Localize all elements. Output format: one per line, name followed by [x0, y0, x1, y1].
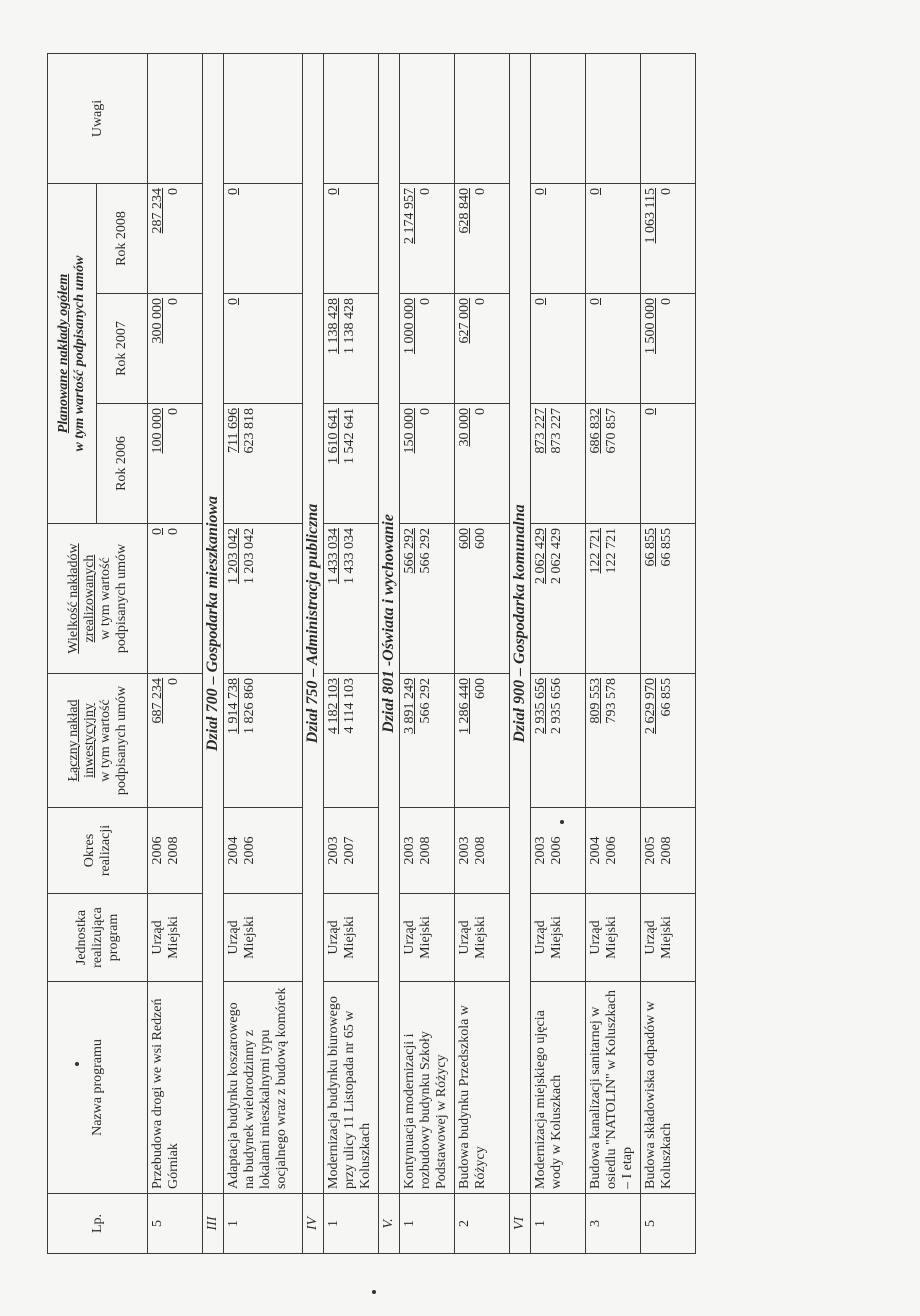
row-planned-2007: [455, 294, 510, 404]
row-total-cost-value: 2 935 656: [533, 678, 548, 734]
row-period: [224, 808, 303, 894]
row-total-cost: [224, 674, 303, 808]
row-realized-signed: 1 433 034: [342, 528, 357, 584]
row-realized: [531, 524, 586, 674]
row-planned-2007-value: 0: [588, 298, 603, 305]
row-planned-2008-value: 287 234: [150, 188, 165, 234]
row-total-cost: [641, 674, 696, 808]
row-period-end: 2007: [342, 836, 357, 865]
row-total-cost-signed: 66 855: [659, 678, 674, 717]
row-realized-value: 2 062 429: [533, 528, 548, 584]
row-period: [586, 808, 641, 894]
row-total-cost-value: 2 629 970: [643, 678, 658, 734]
row-realized: [455, 524, 510, 674]
row-program-name: Modernizacja miejskiego ujęcia wody w Koluszkach: [531, 982, 586, 1194]
row-period-start: 2003: [533, 836, 548, 865]
row-program-name: Budowa składowiska odpadów w Koluszkach: [641, 982, 696, 1194]
row-period-start: 2003: [402, 836, 417, 865]
row-planned-2008-value: 0: [588, 188, 603, 195]
row-planned-2006-value: 1 610 641: [326, 408, 341, 464]
row-period-end: 2008: [473, 836, 488, 865]
row-notes: [586, 54, 641, 184]
row-period: [324, 808, 379, 894]
row-planned-2007-signed: 0: [418, 298, 433, 305]
row-planned-2006-value: 0: [643, 408, 658, 415]
header-planned-main: Planowane nakłady ogółem: [56, 273, 71, 434]
row-planned-2007-value: 1 138 428: [326, 298, 341, 354]
header-realized: [48, 524, 148, 674]
row-planned-2006: [324, 404, 379, 524]
row-realized: [148, 524, 203, 674]
section-row: [203, 54, 224, 1254]
row-lp: 2: [455, 1194, 510, 1254]
row-planned-2008-signed: 0: [166, 188, 181, 195]
row-planned-2008: [224, 184, 303, 294]
section-title: Dział 801 -Oświata i wychowanie: [379, 54, 400, 1194]
investment-table: [47, 53, 696, 1254]
header-total-cost: [48, 674, 148, 808]
row-period-start: 2004: [588, 836, 603, 865]
row-planned-2006-signed: 0: [473, 408, 488, 415]
row-notes: [455, 54, 510, 184]
row-lp: 1: [224, 1194, 303, 1254]
table-row: [641, 54, 696, 1254]
row-notes: [148, 54, 203, 184]
row-planned-2006-value: 150 000: [402, 408, 417, 454]
header-lp: Lp.: [48, 1194, 148, 1254]
row-total-cost: [531, 674, 586, 808]
row-realized: [400, 524, 455, 674]
row-total-cost-signed: 600: [473, 678, 488, 699]
row-unit: Urząd Miejski: [531, 894, 586, 982]
row-realized-signed: 2 062 429: [549, 528, 564, 584]
row-planned-2006: [148, 404, 203, 524]
row-planned-2006-value: 711 696: [226, 408, 241, 453]
section-row: [510, 54, 531, 1254]
row-period-start: 2006: [150, 836, 165, 865]
row-period-end: 2006: [549, 836, 564, 865]
scan-speck: [75, 1062, 79, 1066]
row-program-name: Kontynuacja modernizacji i rozbudowy budynku Szkoły Podstawowej w Różycy: [400, 982, 455, 1194]
row-total-cost: [586, 674, 641, 808]
table-body: [148, 54, 696, 1254]
row-planned-2008: [324, 184, 379, 294]
row-planned-2006: [531, 404, 586, 524]
row-planned-2007: [148, 294, 203, 404]
row-planned-2007: [400, 294, 455, 404]
section-title: Dział 750 – Administracja publiczna: [303, 54, 324, 1194]
row-planned-2008: [148, 184, 203, 294]
row-realized: [641, 524, 696, 674]
header-row-top: [48, 54, 97, 1254]
row-unit: Urząd Miejski: [641, 894, 696, 982]
row-lp: 1: [531, 1194, 586, 1254]
row-planned-2006-value: 100 000: [150, 408, 165, 454]
row-planned-2008-value: 2 174 957: [402, 188, 417, 244]
row-total-cost-value: 4 182 103: [326, 678, 341, 734]
row-program-name: Budowa budynku Przedszkola w Różycy: [455, 982, 510, 1194]
row-total-cost-value: 687 234: [150, 678, 165, 724]
row-planned-2008: [455, 184, 510, 294]
row-period: [641, 808, 696, 894]
row-total-cost-signed: 1 826 860: [242, 678, 257, 734]
row-unit: Urząd Miejski: [324, 894, 379, 982]
row-unit: Urząd Miejski: [455, 894, 510, 982]
section-roman: V.: [379, 1194, 400, 1254]
section-roman: IV: [303, 1194, 324, 1254]
row-planned-2007-signed: 1 138 428: [342, 298, 357, 354]
row-realized-signed: 122 721: [604, 528, 619, 574]
row-planned-2006-value: 873 227: [533, 408, 548, 454]
row-planned-2006-signed: 670 857: [604, 408, 619, 454]
row-planned-2006: [586, 404, 641, 524]
table-row: [324, 54, 379, 1254]
row-unit: Urząd Miejski: [586, 894, 641, 982]
row-realized-signed: 66 855: [659, 528, 674, 567]
row-unit: Urząd Miejski: [400, 894, 455, 982]
row-realized-value: 1 203 042: [226, 528, 241, 584]
row-program-name: Budowa kanalizacji sanitarnej w osiedlu "NATOLIN" w Koluszkach – I etap: [586, 982, 641, 1194]
row-period: [400, 808, 455, 894]
header-planned-sub: w tym wartość podpisanych umów: [72, 255, 87, 452]
row-planned-2008-value: 0: [533, 188, 548, 195]
row-planned-2007-value: 627 000: [457, 298, 472, 344]
row-planned-2007: [224, 294, 303, 404]
row-planned-2007-signed: 0: [166, 298, 181, 305]
row-notes: [324, 54, 379, 184]
row-total-cost-signed: 0: [166, 678, 181, 685]
row-total-cost-signed: 2 935 656: [549, 678, 564, 734]
row-total-cost-signed: 566 292: [418, 678, 433, 724]
row-planned-2007-value: 1 500 000: [643, 298, 658, 354]
row-realized-value: 600: [457, 528, 472, 549]
row-lp: 1: [324, 1194, 379, 1254]
row-unit: Urząd Miejski: [224, 894, 303, 982]
header-year-2006: Rok 2006: [97, 404, 148, 524]
row-unit: Urząd Miejski: [148, 894, 203, 982]
section-title: Dział 900 – Gospodarka komunalna: [510, 54, 531, 1194]
row-lp: 3: [586, 1194, 641, 1254]
row-planned-2006: [455, 404, 510, 524]
row-realized-value: 66 855: [643, 528, 658, 567]
row-realized: [586, 524, 641, 674]
scan-speck: [560, 820, 564, 824]
row-notes: [641, 54, 696, 184]
row-total-cost: [400, 674, 455, 808]
header-year-2008: Rok 2008: [97, 184, 148, 294]
row-planned-2008: [586, 184, 641, 294]
section-roman: VI: [510, 1194, 531, 1254]
rotated-document: [47, 54, 857, 1254]
row-planned-2007: [531, 294, 586, 404]
row-planned-2006-signed: 0: [418, 408, 433, 415]
row-realized-value: 0: [150, 528, 165, 535]
table-row: [586, 54, 641, 1254]
row-planned-2007-value: 1 000 000: [402, 298, 417, 354]
row-period-start: 2005: [643, 836, 658, 865]
row-planned-2006-signed: 873 227: [549, 408, 564, 454]
row-realized-signed: 566 292: [418, 528, 433, 574]
table-row: [224, 54, 303, 1254]
row-planned-2008-signed: 0: [659, 188, 674, 195]
row-planned-2007-signed: 0: [473, 298, 488, 305]
header-year-2007: Rok 2007: [97, 294, 148, 404]
header-notes: Uwagi: [48, 54, 148, 184]
header-realized-main: Wielkość nakładów zrealizowanych: [65, 543, 97, 654]
header-total-cost-sub: w tym wartość podpisanych umów: [97, 685, 129, 796]
row-realized-signed: 600: [473, 528, 488, 549]
row-planned-2006-value: 686 832: [588, 408, 603, 454]
row-realized: [324, 524, 379, 674]
section-title: Dział 700 – Gospodarka mieszkaniowa: [203, 54, 224, 1194]
row-planned-2007: [324, 294, 379, 404]
row-period-start: 2003: [457, 836, 472, 865]
row-total-cost: [148, 674, 203, 808]
row-total-cost-signed: 793 578: [604, 678, 619, 724]
row-planned-2008-value: 1 063 115: [643, 188, 658, 244]
row-planned-2008: [400, 184, 455, 294]
row-period-end: 2006: [604, 836, 619, 865]
row-planned-2006: [224, 404, 303, 524]
row-realized-value: 1 433 034: [326, 528, 341, 584]
row-planned-2006-signed: 0: [166, 408, 181, 415]
header-unit: Jednostka realizująca program: [48, 894, 148, 982]
row-lp: 1: [400, 1194, 455, 1254]
row-total-cost-value: 809 553: [588, 678, 603, 724]
row-total-cost-value: 1 286 440: [457, 678, 472, 734]
header-realized-sub: w tym wartość podpisanych umów: [97, 543, 129, 654]
row-realized-value: 122 721: [588, 528, 603, 574]
row-realized-signed: 0: [166, 528, 181, 535]
row-realized: [224, 524, 303, 674]
table-row: [455, 54, 510, 1254]
row-planned-2007-value: 300 000: [150, 298, 165, 344]
row-period-start: 2004: [226, 836, 241, 865]
section-row: [379, 54, 400, 1254]
row-period: [455, 808, 510, 894]
row-notes: [224, 54, 303, 184]
row-realized-signed: 1 203 042: [242, 528, 257, 584]
row-program-name: Przebudowa drogi we wsi Redzeń Górniak: [148, 982, 203, 1194]
row-planned-2008: [641, 184, 696, 294]
row-planned-2006: [641, 404, 696, 524]
header-total-cost-main: Łączny nakład inwestycyjny: [65, 699, 97, 782]
row-program-name: Adaptacja budynku koszarowego na budynek wielorodzinny z lokalami mieszkalnymi typu socjalnego wraz z budową komórek: [224, 982, 303, 1194]
row-planned-2006: [400, 404, 455, 524]
row-planned-2008: [531, 184, 586, 294]
row-planned-2008-value: 0: [226, 188, 241, 195]
table-row: [531, 54, 586, 1254]
section-roman: III: [203, 1194, 224, 1254]
row-planned-2008-signed: 0: [418, 188, 433, 195]
row-planned-2008-value: 0: [326, 188, 341, 195]
row-planned-2006-signed: 623 818: [242, 408, 257, 454]
header-program: Nazwa programu: [48, 982, 148, 1194]
row-period: [531, 808, 586, 894]
row-period-end: 2008: [166, 836, 181, 865]
row-planned-2007-value: 0: [226, 298, 241, 305]
row-notes: [400, 54, 455, 184]
section-row: [303, 54, 324, 1254]
row-total-cost: [455, 674, 510, 808]
row-planned-2007: [586, 294, 641, 404]
row-planned-2007-value: 0: [533, 298, 548, 305]
row-total-cost: [324, 674, 379, 808]
row-period-end: 2008: [418, 836, 433, 865]
row-planned-2006-value: 30 000: [457, 408, 472, 447]
row-planned-2007-signed: 0: [659, 298, 674, 305]
table-row: [400, 54, 455, 1254]
row-period: [148, 808, 203, 894]
row-planned-2008-value: 628 840: [457, 188, 472, 234]
row-planned-2008-signed: 0: [473, 188, 488, 195]
row-notes: [531, 54, 586, 184]
row-program-name: Modernizacja budynku biurowego przy ulicy 11 Listopada nr 65 w Koluszkach: [324, 982, 379, 1194]
table-row: [148, 54, 203, 1254]
row-total-cost-value: 1 914 738: [226, 678, 241, 734]
scan-speck: [372, 1290, 376, 1294]
row-period-end: 2008: [659, 836, 674, 865]
row-period-start: 2003: [326, 836, 341, 865]
row-total-cost-signed: 4 114 103: [342, 678, 357, 734]
row-lp: 5: [641, 1194, 696, 1254]
row-total-cost-value: 3 891 249: [402, 678, 417, 734]
row-planned-2006-signed: 1 542 641: [342, 408, 357, 464]
row-period-end: 2006: [242, 836, 257, 865]
row-planned-2007: [641, 294, 696, 404]
header-planned: [48, 184, 97, 524]
header-period: Okres realizacji: [48, 808, 148, 894]
row-lp: 5: [148, 1194, 203, 1254]
row-realized-value: 566 292: [402, 528, 417, 574]
